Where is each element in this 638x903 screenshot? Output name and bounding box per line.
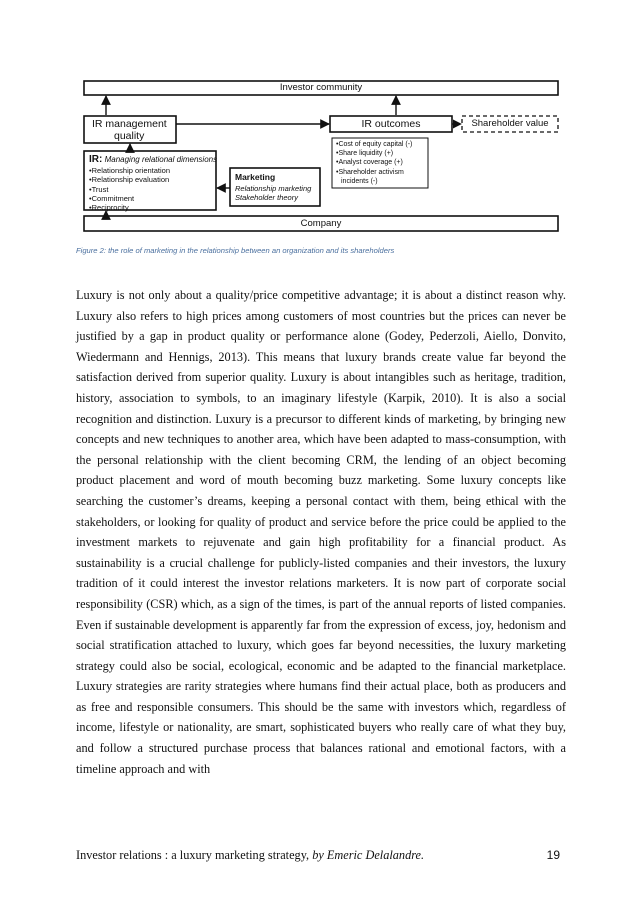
ir-dimension-item: •Reciprocity bbox=[89, 203, 129, 213]
outcome-item: •Share liquidity (+) bbox=[336, 150, 394, 158]
ir-dimensions-prefix: IR: bbox=[89, 154, 103, 165]
body-paragraph: Luxury is not only about a quality/price competitive advantage; it is about a distinct reason why. Luxury also refers to high prices among customers of most countries but the prices can never be justified by a gap in product quality or performance alone (Godey, Pederzoli, Aiello, Donvito, Wiedermann and Hennigs, 2013). This means that luxury brands create value far beyond the satisfaction derived from superior quality. Luxury is about intangibles such as heritage, tradition, history, association to symbols, to an imaginary lifestyle (Karpik, 2010). It is also a social recognition and distinction. Luxury is a precursor to different kinds of marketing, by bringing new concepts and new techniques to another area, which have been adapted to mass-consumption, with the personal relationship with the client becoming CRM, the lending of an object becoming product placement and word of mouth becoming buzz marketing. Some luxury concepts like searching the customer’s dreams, keeping a personal contact with them, being ethical with the stakeholders, or looking for quality of product and service before the price could be applied to the investment markets to rejuvenate and gain high profitability for a financial product. As sustainability is a crucial challenge for publicly-listed companies and their investors, the luxury tradition of it could interest the investor relations marketers. It is now part of corporate social responsibility (CSR) which, as a sign of the times, is part of the annual reports of listed companies. Even if sustainable development is apparently far from the expression of excess, joy, hedonism and social stratification attached to luxury, which goes far beyond necessities, the luxury marketing strategy could also be social, ecological, economic and be adapted to the financial marketplace. Luxury strategies are rarity strategies where humans find their actual place, both as producers and as free and responsible consumers. This should be the same with investors which, regardless of income, lifestyle or nationality, are smart, sophisticated buyers who really care of what they buy, and follow a structured purchase process that balances rational and emotional factors, with a timeline approach and with bbox=[76, 288, 566, 776]
ir-dimensions-title: Managing relational dimensions bbox=[104, 155, 218, 164]
footer-title-author: by Emeric Delalandre. bbox=[312, 848, 425, 862]
marketing-item: Relationship marketing bbox=[235, 184, 312, 193]
company-label: Company bbox=[300, 218, 342, 229]
outcome-item: •Analyst coverage (+) bbox=[336, 159, 403, 167]
ir-outcomes-label: IR outcomes bbox=[361, 118, 421, 130]
page-number: 19 bbox=[546, 848, 560, 862]
outcome-item: •Cost of equity capital (-) bbox=[336, 141, 413, 148]
ir-dimension-item: •Commitment bbox=[89, 193, 135, 203]
ir-dimension-item: •Trust bbox=[89, 184, 109, 194]
shareholder-value-label: Shareholder value bbox=[471, 118, 549, 129]
ir-dimension-item: •Relationship orientation bbox=[89, 166, 171, 175]
ir-dimensions-list bbox=[89, 166, 170, 212]
footer-title-plain: Investor relations : a luxury marketing strategy, bbox=[76, 848, 310, 862]
ir-dimension-item: •Relationship evaluation bbox=[89, 175, 170, 185]
ir-dimensions-heading bbox=[89, 154, 217, 165]
investor-community-label: Investor community bbox=[279, 82, 363, 93]
page-footer bbox=[76, 848, 566, 864]
footer-title bbox=[76, 848, 424, 863]
outcome-item: •Shareholder activism bbox=[336, 168, 404, 176]
marketing-list bbox=[235, 184, 311, 203]
figure-caption: Figure 2: the role of marketing in the relationship between an organization and its shareholders bbox=[76, 246, 395, 255]
ir-management-label-line-1: IR management bbox=[92, 118, 167, 130]
outcomes-list bbox=[336, 140, 412, 186]
ir-diagram bbox=[76, 78, 568, 238]
marketing-heading: Marketing bbox=[235, 172, 276, 182]
outcome-item: incidents (-) bbox=[341, 177, 378, 185]
marketing-item: Stakeholder theory bbox=[235, 193, 298, 203]
ir-management-label-line-2: quality bbox=[114, 130, 145, 142]
